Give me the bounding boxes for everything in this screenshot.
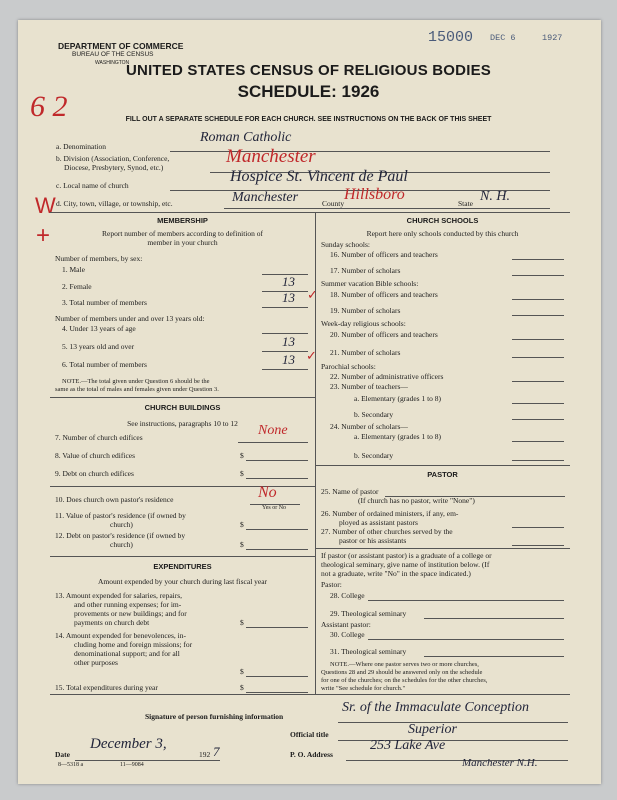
pastor-divider [315,465,570,466]
q17-label: 17. Number of scholars [330,266,401,275]
q9-answer-line [246,478,308,479]
signature-label: Signature of person furnishing information [145,712,284,721]
q17-answer-line [512,275,564,276]
q27-label-1: 27. Number of other churches served by the [321,527,453,536]
q23b-answer-line [512,419,564,420]
q14-label-2: cluding home and foreign missions; for [74,640,193,649]
weekday-schools-label: Week-day religious schools: [321,319,406,328]
q8-dollar: $ [240,451,244,460]
q31-answer-line [424,656,564,657]
q19-answer-line [512,315,564,316]
yes-no-hint: Yes or No [262,505,287,511]
q11-answer-line [246,529,308,530]
q7-edifices-label: 7. Number of church edifices [55,433,143,442]
form-schedule: SCHEDULE: 1926 [237,82,380,101]
expenditures-heading: EXPENDITURES [153,562,212,571]
county-label: County [322,199,345,208]
buildings-intro: See instructions, paragraphs 10 to 12 [127,419,238,428]
q14-dollar: $ [240,667,244,676]
membership-heading: MEMBERSHIP [157,216,208,225]
q21-label: 21. Number of scholars [330,348,401,357]
graduate-note-1: If pastor (or assistant pastor) is a graduate of a college or [321,551,492,560]
q13-label-4: payments on church debt [74,618,150,627]
q13-label-2: and other running expenses; for im- [74,600,182,609]
county-value: Hillsboro [344,186,405,203]
po-address-city-value: Manchester N.H. [462,757,538,769]
expenditures-divider [50,556,315,557]
state-label: State [458,199,473,208]
q25-hint: (If church has no pastor, write "None") [358,496,475,505]
q20-label: 20. Number of officers and teachers [330,330,438,339]
q16-answer-line [512,259,564,260]
q31-label: 31. Theological seminary [330,647,407,656]
q6-total-value: 13 [282,352,295,367]
column-divider [315,212,316,694]
q6-answer-line [262,369,308,370]
q11-value-label-2: church) [110,520,133,529]
pastor-note-2: Questions 28 and 29 should be answered only on the schedule [321,669,483,676]
q29-label: 29. Theological seminary [330,609,407,618]
division-value: Manchester [226,146,316,167]
q12-answer-line [246,549,308,550]
membership-intro-1: Report number of members according to definition of [102,229,263,238]
section-divider-bottom [50,694,570,695]
members-by-sex-label: Number of members, by sex: [55,254,143,263]
q22-answer-line [512,381,564,382]
q14-label-3: denominational support; and for all [74,649,180,658]
date-value: December 3, [90,736,167,752]
q13-label-1: 13. Amount expended for salaries, repairs, [55,591,183,600]
buildings-heading: CHURCH BUILDINGS [144,403,221,412]
q29-answer-line [424,618,564,619]
date-year-value: 7 [213,744,220,759]
q26-label-1: 26. Number of ordained ministers, if any, em- [321,509,459,518]
q23-label: 23. Number of teachers— [330,382,408,391]
red-annotation-plus: + [36,222,51,249]
city-town-label: d. City, town, village, or township, etc. [56,199,173,208]
q28-label: 28. College [330,591,365,600]
form-number-2: 11—9084 [120,762,144,768]
summer-schools-label: Summer vacation Bible schools: [321,279,419,288]
pastor-note-1: NOTE.—Where one pastor serves two or more churches, [330,661,479,668]
q10-residence-label: 10. Does church own pastor's residence [55,495,174,504]
schools-heading: CHURCH SCHOOLS [406,216,479,225]
red-check-mark-total: ✓ [307,287,318,302]
q13-answer-line [246,627,308,628]
signature-value: Sr. of the Immaculate Conception [342,700,530,715]
q7-edifices-value: None [258,423,288,438]
buildings-divider [50,397,315,398]
q20-answer-line [512,339,564,340]
membership-note-1: NOTE.—The total given under Question 6 should be the [62,378,210,385]
graduate-note-3: not a graduate, write "No" in the space indicated.) [321,569,471,578]
q26-answer-line [512,527,564,528]
q30-answer-line [368,639,564,640]
denomination-value: Roman Catholic [200,130,292,145]
q2-female-label: 2. Female [62,282,92,291]
city-line [224,208,550,209]
membership-intro-2: member in your church [147,238,218,247]
q2-female-value: 13 [282,274,295,289]
pastor-heading: PASTOR [427,470,458,479]
expenditures-intro: Amount expended by your church during last fiscal year [97,577,268,586]
q3-total-label: 3. Total number of members [62,298,147,307]
q4-under13-label: 4. Under 13 years of age [62,324,136,333]
red-check-mark-total-age: ✓ [306,348,317,363]
pastor-subheading: Pastor: [321,580,342,589]
q9-debt-label: 9. Debt on church edifices [55,469,134,478]
q23b-label: b. Secondary [354,410,394,419]
q25-label: 25. Name of pastor [321,487,379,496]
q23a-answer-line [512,403,564,404]
q11-dollar: $ [240,520,244,529]
local-name-label: c. Local name of church [56,181,129,190]
red-annotation-w: W [35,193,56,218]
q24b-answer-line [512,460,564,461]
q14-label-1: 14. Amount expended for benevolences, in- [55,631,187,640]
membership-note-2: same as the total of males and females given under Question 3. [55,386,219,393]
received-stamp-date: DEC 6 [490,33,516,43]
red-annotation-62: 6 2 [30,90,68,123]
received-stamp-number: 15000 [428,29,474,46]
po-address-value: 253 Lake Ave [370,738,446,753]
date-line [75,760,220,761]
q12-debt-label: 12. Debt on pastor's residence (if owned by [55,531,186,540]
q18-label: 18. Number of officers and teachers [330,290,438,299]
q12-debt-label-2: church) [110,540,133,549]
schools-intro: Report here only schools conducted by this church [366,229,519,238]
city-label: WASHINGTON [95,60,130,66]
official-title-value: Superior [408,722,457,737]
q6-total-label: 6. Total number of members [62,360,147,369]
q14-label-4: other purposes [74,658,118,667]
parochial-schools-label: Parochial schools: [321,362,376,371]
q15-answer-line [246,692,308,693]
q8-value-label: 8. Value of church edifices [55,451,136,460]
q24a-label: a. Elementary (grades 1 to 8) [354,432,442,441]
q23a-label: a. Elementary (grades 1 to 8) [354,394,442,403]
members-by-age-label: Number of members under and over 13 years old: [55,314,205,323]
q15-total-label: 15. Total expenditures during year [55,683,158,692]
section-divider-top [50,212,570,213]
q30-label: 30. College [330,630,365,639]
pastor-note-3: for one of the churches; on the schedules for the other churches, [321,677,488,684]
form-title: UNITED STATES CENSUS OF RELIGIOUS BODIES [126,62,491,79]
received-stamp-year: 1927 [542,33,563,43]
q10-residence-value: No [258,484,277,501]
q8-answer-line [246,460,308,461]
q27-answer-line [512,545,564,546]
form-number: 8—5318 a [58,762,84,768]
q5-over13-value: 13 [282,334,295,349]
official-title-label: Official title [290,730,329,739]
division-label: b. Division (Association, Conference, [56,154,170,163]
q13-label-3: provements or new buildings; and for [74,609,187,618]
q7-answer-line [238,442,308,443]
city-value: Manchester [232,190,299,205]
date-year-prefix: 192 [199,750,211,759]
q28-answer-line [368,600,564,601]
graduate-divider [315,548,570,549]
q27-label-2: pastor or his assistants [339,536,407,545]
q11-value-label: 11. Value of pastor's residence (if owned by [55,511,186,520]
sunday-schools-label: Sunday schools: [321,240,370,249]
form-instruction: FILL OUT A SEPARATE SCHEDULE FOR EACH CHURCH. SEE INSTRUCTIONS ON THE BACK OF THIS SHEET [125,116,492,123]
department-label: DEPARTMENT OF COMMERCE [58,41,184,51]
q24b-label: b. Secondary [354,451,394,460]
pastor-note-4: write "See schedule for church." [321,685,406,692]
graduate-note-2: theological seminary, give name of institution below. (If [321,560,490,569]
census-form-sheet [18,20,601,784]
q13-dollar: $ [240,618,244,627]
q9-dollar: $ [240,469,244,478]
denomination-label: a. Denomination [56,142,106,151]
assistant-subheading: Assistant pastor: [321,620,371,629]
local-name-value: Hospice St. Vincent de Paul [230,168,408,185]
q16-label: 16. Number of officers and teachers [330,250,438,259]
state-value: N. H. [480,189,510,204]
q18-answer-line [512,299,564,300]
q14-answer-line [246,676,308,677]
q26-label-2: ployed as assistant pastors [339,518,418,527]
q5-over13-label: 5. 13 years old and over [62,342,135,351]
q24a-answer-line [512,441,564,442]
po-address-label: P. O. Address [290,750,333,759]
q12-dollar: $ [240,540,244,549]
q15-dollar: $ [240,683,244,692]
q24-label: 24. Number of scholars— [330,422,408,431]
q3-total-value: 13 [282,290,295,305]
q21-answer-line [512,357,564,358]
bureau-label: BUREAU OF THE CENSUS [72,51,154,58]
q22-label: 22. Number of administrative officers [330,372,444,381]
date-label: Date [55,750,70,759]
q19-label: 19. Number of scholars [330,306,401,315]
q1-male-label: 1. Male [62,265,85,274]
division-label-2: Diocese, Presbytery, Synod, etc.) [64,163,164,172]
q3-answer-line [262,307,308,308]
